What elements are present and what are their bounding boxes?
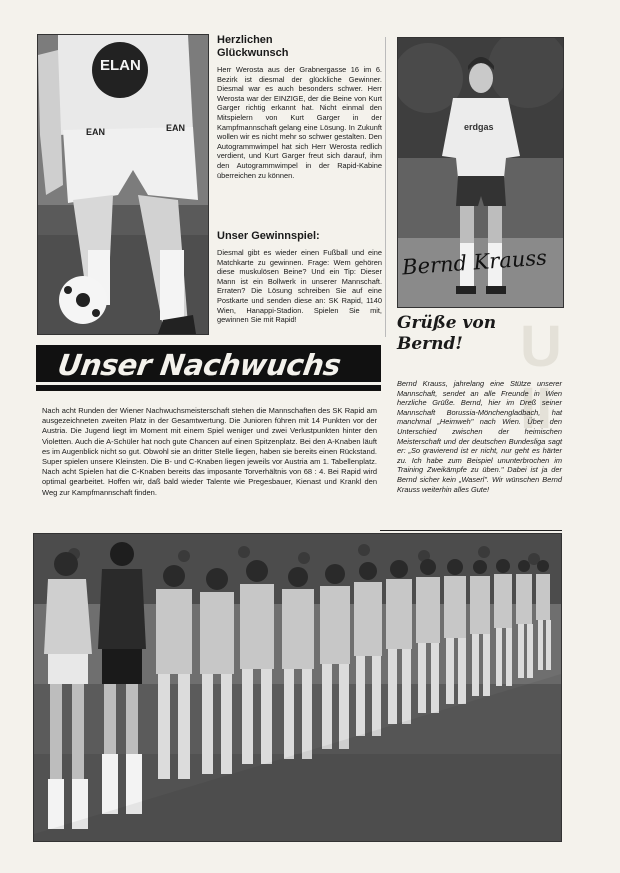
glueckwunsch-title-line1: Herzlichen bbox=[217, 34, 273, 46]
photo-bernd-krauss bbox=[397, 37, 564, 308]
gruesse-heading bbox=[397, 313, 597, 355]
shorts-logo-left: EAN bbox=[86, 127, 106, 137]
bernd-signature: Bernd Krauss bbox=[401, 245, 548, 280]
show-through-decoration: II bbox=[520, 376, 553, 441]
glueckwunsch-body: Herr Werosta aus der Grabnergasse 16 im 6. Bezirk ist diesmal der glückliche Gewinner. Diesmal war es auch besonders schwer. Herr Werosta war der EINZIGE, der die Beine von Kurt Garger richtig erkannt hat. Nicht einmal den Mitspielern von Kurt Garger in der Kampfmannschaft gelang eine Lösung. In Zukunft wollen wir es nicht mehr so schwer gestalten. Den Autogrammwimpel hat sich Herr Werosta redlich verdient, und Kurt Garger freut sich darauf, ihm den Autogrammwimpel in der Rapid-Kabine überreichen zu können. bbox=[217, 65, 382, 180]
photo-youth-team bbox=[33, 533, 562, 842]
gewinnspiel-heading: Unser Gewinnspiel: bbox=[217, 230, 320, 242]
glueckwunsch-heading bbox=[217, 34, 382, 60]
glueckwunsch-title-line2: Glückwunsch bbox=[217, 47, 289, 59]
shirt-logo: ELAN bbox=[100, 57, 141, 74]
banner-stripe bbox=[36, 382, 381, 385]
nachwuchs-title: Unser Nachwuchs bbox=[55, 348, 343, 382]
section-divider bbox=[380, 530, 562, 531]
bernd-shirt-logo: erdgas bbox=[464, 122, 494, 132]
nachwuchs-body: Nach acht Runden der Wiener Nachwuchsmeisterschaft stehen die Mannschaften des SK Rapid am ausgezeichneten zweiten Platz in der Gesamtwertung. Die Junioren führen mit 14 Punkten vor der Austria. Die Jugend liegt im Moment mit einem Spiel weniger und zwei Verlustpunkten hinter den Violetten. Auch die A-Schüler hat noch gute Chancen auf einen Spitzenplatz. Bei den A-Knaben läuft es im Augenblick nicht so gut. Obwohl sie an dritter Stelle liegen, haben sie bereits einen Rückstand. Super spielen unsere Kleinsten. Die B- und C-Knaben liegen jeweils vor Austria am 1. Tabellenplatz. Nach acht Spielen hat die C-Knaben bereits das imposante Torverhältnis von 68 : 4. Bei Rapid wird optimal gearbeitet. Hoffen wir, daß bald wieder Talente wie Pregesbauer, Kienast und Krankl den Weg zur Kampfmannschaft finden. bbox=[42, 406, 377, 497]
shorts-logo-right: EAN bbox=[166, 123, 186, 133]
show-through-decoration: U bbox=[520, 314, 562, 379]
nachwuchs-banner bbox=[36, 345, 381, 391]
photo-legs bbox=[37, 34, 209, 335]
gewinnspiel-body: Diesmal gibt es wieder einen Fußball und eine Matchkarte zu gewinnen. Frage: Wem gehören diese muskulösen Beine? Und ein Tip: Dieser Mann ist ein Bollwerk in unserer Mannschaft. Erraten? Die Lösung schreiben Sie auf eine Postkarte und senden diese an: SK Rapid, 1140 Wien, Hanappi-Stadion. Spielen Sie mit, gewinnen Sie mit Rapid! bbox=[217, 248, 382, 325]
nachwuchs-section bbox=[42, 406, 377, 498]
gruesse-body: Bernd Krauss, jahrelang eine Stütze unserer Mannschaft, sendet an alle Freunde in Wien herzliche Grüße. Bernd, hier im Dreß seiner Mannschaft Borussia-Mönchengladbach, hat manchmal „Heimweh" nach Wien. Über den Unterschied zwischen der heimischen Meisterschaft und der deutschen Bundesliga sagt er: „So gravierend ist er nicht, nur geht es härter zu. Ich habe zum Beispiel ununterbrochen im Training Zweikämpfe zu üben." Dabei ist ja der Bernd sicher kein „Waserl". Wir wünschen Bernd Krauss weiterhin alles Gute! bbox=[397, 379, 562, 494]
column-divider bbox=[385, 37, 386, 337]
gruesse-title-line1: Grüße von bbox=[397, 313, 497, 333]
gruesse-title-line2: Bernd! bbox=[397, 334, 463, 354]
gruesse-section bbox=[397, 376, 562, 494]
gewinnspiel-section bbox=[217, 230, 382, 325]
glueckwunsch-section bbox=[217, 34, 382, 180]
